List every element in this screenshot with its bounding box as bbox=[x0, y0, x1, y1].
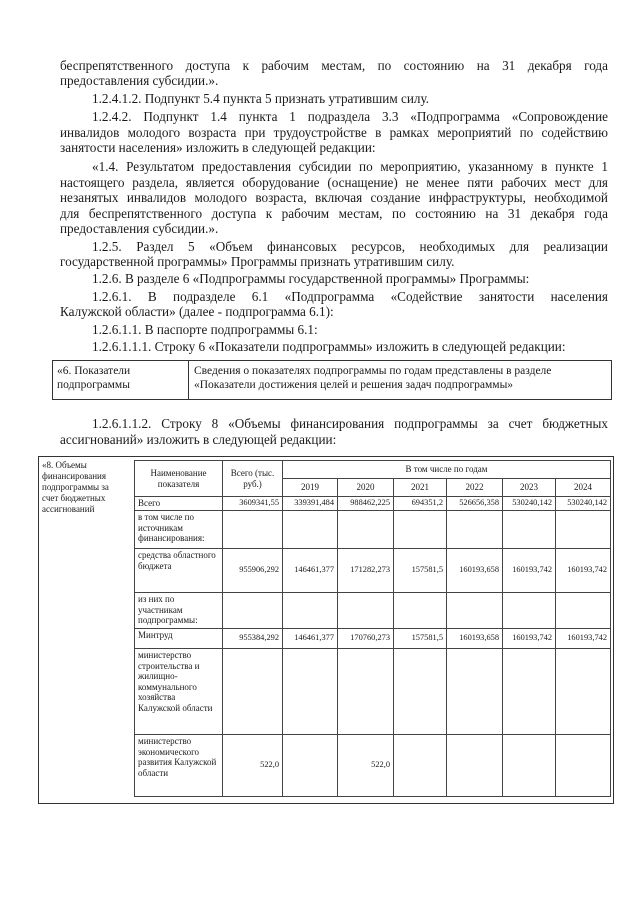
row-name: Минтруд bbox=[135, 629, 223, 649]
financing-table-frame bbox=[38, 456, 614, 804]
table-row bbox=[135, 735, 611, 797]
row-value: 694351,2 bbox=[394, 497, 447, 511]
row-total bbox=[223, 649, 283, 735]
header-year: 2021 bbox=[394, 479, 447, 497]
paragraph-line: ассигнований» изложить в следующей редакции: bbox=[60, 432, 337, 447]
paragraph-line: 1.2.6.1. В подразделе 6.1 «Подпрограмма «Содействие занятости населения bbox=[92, 289, 608, 304]
row-value: 157581,5 bbox=[394, 629, 447, 649]
row-value: 526656,358 bbox=[447, 497, 503, 511]
table-row bbox=[135, 549, 611, 593]
paragraph-line: предоставления субсидии.». bbox=[60, 221, 219, 236]
table-row bbox=[135, 649, 611, 735]
row-value bbox=[503, 735, 556, 797]
row-value bbox=[556, 649, 611, 735]
row-value: 530240,142 bbox=[503, 497, 556, 511]
row-value: 146461,377 bbox=[283, 629, 338, 649]
paragraph-line: 1.2.6. В разделе 6 «Подпрограммы государственной программы» Программы: bbox=[92, 271, 530, 286]
row-value bbox=[503, 593, 556, 629]
row-value: 160193,742 bbox=[556, 629, 611, 649]
row-value bbox=[556, 735, 611, 797]
row-total: 522,0 bbox=[223, 735, 283, 797]
row-value: 146461,377 bbox=[283, 549, 338, 593]
paragraph-line: 1.2.6.1.1. В паспорте подпрограммы 6.1: bbox=[92, 322, 318, 337]
row-name: из них по участникам подпрограммы: bbox=[135, 593, 223, 629]
row-value bbox=[503, 511, 556, 549]
row-value bbox=[556, 511, 611, 549]
indicator-row-label: «6. Показатели подпрограммы bbox=[53, 361, 189, 399]
row-value bbox=[394, 511, 447, 549]
row-name: министерство экономического развития Калужской области bbox=[135, 735, 223, 797]
row-value: 160193,658 bbox=[447, 549, 503, 593]
row-value bbox=[394, 649, 447, 735]
row-name: в том числе по источникам финансирования: bbox=[135, 511, 223, 549]
row-value bbox=[283, 593, 338, 629]
row-value: 170760,273 bbox=[338, 629, 394, 649]
paragraph-line: незанятых инвалидов молодого возраста, включая создание инфраструктуры, необходимой bbox=[60, 190, 608, 205]
row-total: 3609341,55 bbox=[223, 497, 283, 511]
header-year: 2023 bbox=[503, 479, 556, 497]
paragraph-line: инвалидов молодого возраста при трудоустройстве в рамках мероприятий по содействию bbox=[60, 125, 608, 140]
paragraph-line: предоставления субсидии.». bbox=[60, 73, 219, 88]
row-value bbox=[447, 511, 503, 549]
row-value bbox=[338, 511, 394, 549]
row-value: 339391,484 bbox=[283, 497, 338, 511]
row-value: 160193,742 bbox=[503, 629, 556, 649]
financing-side-label: «8. Объемы финансирования подпрограммы за счет бюджетных ассигнований bbox=[42, 460, 109, 514]
row-value: 160193,742 bbox=[503, 549, 556, 593]
header-year: 2019 bbox=[283, 479, 338, 497]
header-total: Всего (тыс. руб.) bbox=[223, 461, 283, 497]
paragraph-line: для беспрепятственного доступа к рабочим местам, по состоянию на 31 декабря года bbox=[60, 206, 608, 221]
paragraph-line: 1.2.6.1.1.1. Строку 6 «Показатели подпрограммы» изложить в следующей редакции: bbox=[92, 339, 566, 354]
table-row bbox=[135, 497, 611, 511]
row-value bbox=[394, 593, 447, 629]
row-value: 157581,5 bbox=[394, 549, 447, 593]
row-total bbox=[223, 593, 283, 629]
table-row bbox=[135, 629, 611, 649]
header-by-years: В том числе по годам bbox=[283, 461, 611, 479]
header-year: 2024 bbox=[556, 479, 611, 497]
row-value bbox=[338, 593, 394, 629]
row-value bbox=[394, 735, 447, 797]
row-value: 160193,658 bbox=[447, 629, 503, 649]
paragraph-line: 1.2.4.2. Подпункт 1.4 пункта 1 подраздела 3.3 «Подпрограмма «Сопровождение bbox=[92, 109, 608, 124]
header-name: Наименование показателя bbox=[135, 461, 223, 497]
indicator-row-table bbox=[52, 360, 612, 400]
paragraph-line: «1.4. Результатом предоставления субсидии по мероприятию, указанному в пункте 1 bbox=[92, 159, 608, 174]
row-name: средства областного бюджета bbox=[135, 549, 223, 593]
table-row bbox=[135, 511, 611, 549]
row-value: 988462,225 bbox=[338, 497, 394, 511]
row-total: 955906,292 bbox=[223, 549, 283, 593]
row-value bbox=[556, 593, 611, 629]
paragraph-line: 1.2.5. Раздел 5 «Объем финансовых ресурсов, необходимых для реализации bbox=[92, 239, 608, 254]
paragraph-line: беспрепятственного доступа к рабочим местам, по состоянию на 31 декабря года bbox=[60, 58, 608, 73]
row-value bbox=[447, 593, 503, 629]
row-value bbox=[283, 649, 338, 735]
row-value bbox=[503, 649, 556, 735]
row-name: Всего bbox=[135, 497, 223, 511]
header-year: 2022 bbox=[447, 479, 503, 497]
row-value bbox=[447, 649, 503, 735]
row-value bbox=[283, 511, 338, 549]
paragraph-line: государственной программы» Программы признать утратившим силу. bbox=[60, 254, 455, 269]
row-total: 955384,292 bbox=[223, 629, 283, 649]
paragraph-line: занятости населения» изложить в следующей редакции: bbox=[60, 140, 376, 155]
row-name: министерство строительства и жилищно-коммунального хозяйства Калужской области bbox=[135, 649, 223, 735]
row-value bbox=[283, 735, 338, 797]
indicator-row-text: Сведения о показателях подпрограммы по годам представлены в разделе «Показатели достижения целей и решения задач подпрограммы» bbox=[194, 365, 552, 391]
paragraph-line: 1.2.6.1.1.2. Строку 8 «Объемы финансирования подпрограммы за счет бюджетных bbox=[92, 416, 608, 431]
row-total bbox=[223, 511, 283, 549]
row-value: 160193,742 bbox=[556, 549, 611, 593]
row-value: 522,0 bbox=[338, 735, 394, 797]
table-row bbox=[135, 593, 611, 629]
paragraph-line: Калужской области» (далее - подпрограмма 6.1): bbox=[60, 304, 334, 319]
paragraph-line: 1.2.4.1.2. Подпункт 5.4 пункта 5 признать утратившим силу. bbox=[92, 91, 430, 106]
row-value: 171282,273 bbox=[338, 549, 394, 593]
row-value bbox=[338, 649, 394, 735]
header-year: 2020 bbox=[338, 479, 394, 497]
row-value bbox=[447, 735, 503, 797]
financing-table bbox=[134, 460, 611, 797]
row-value: 530240,142 bbox=[556, 497, 611, 511]
paragraph-line: настоящего раздела, является оборудование (оснащение) не менее пяти рабочих мест для bbox=[60, 175, 608, 190]
